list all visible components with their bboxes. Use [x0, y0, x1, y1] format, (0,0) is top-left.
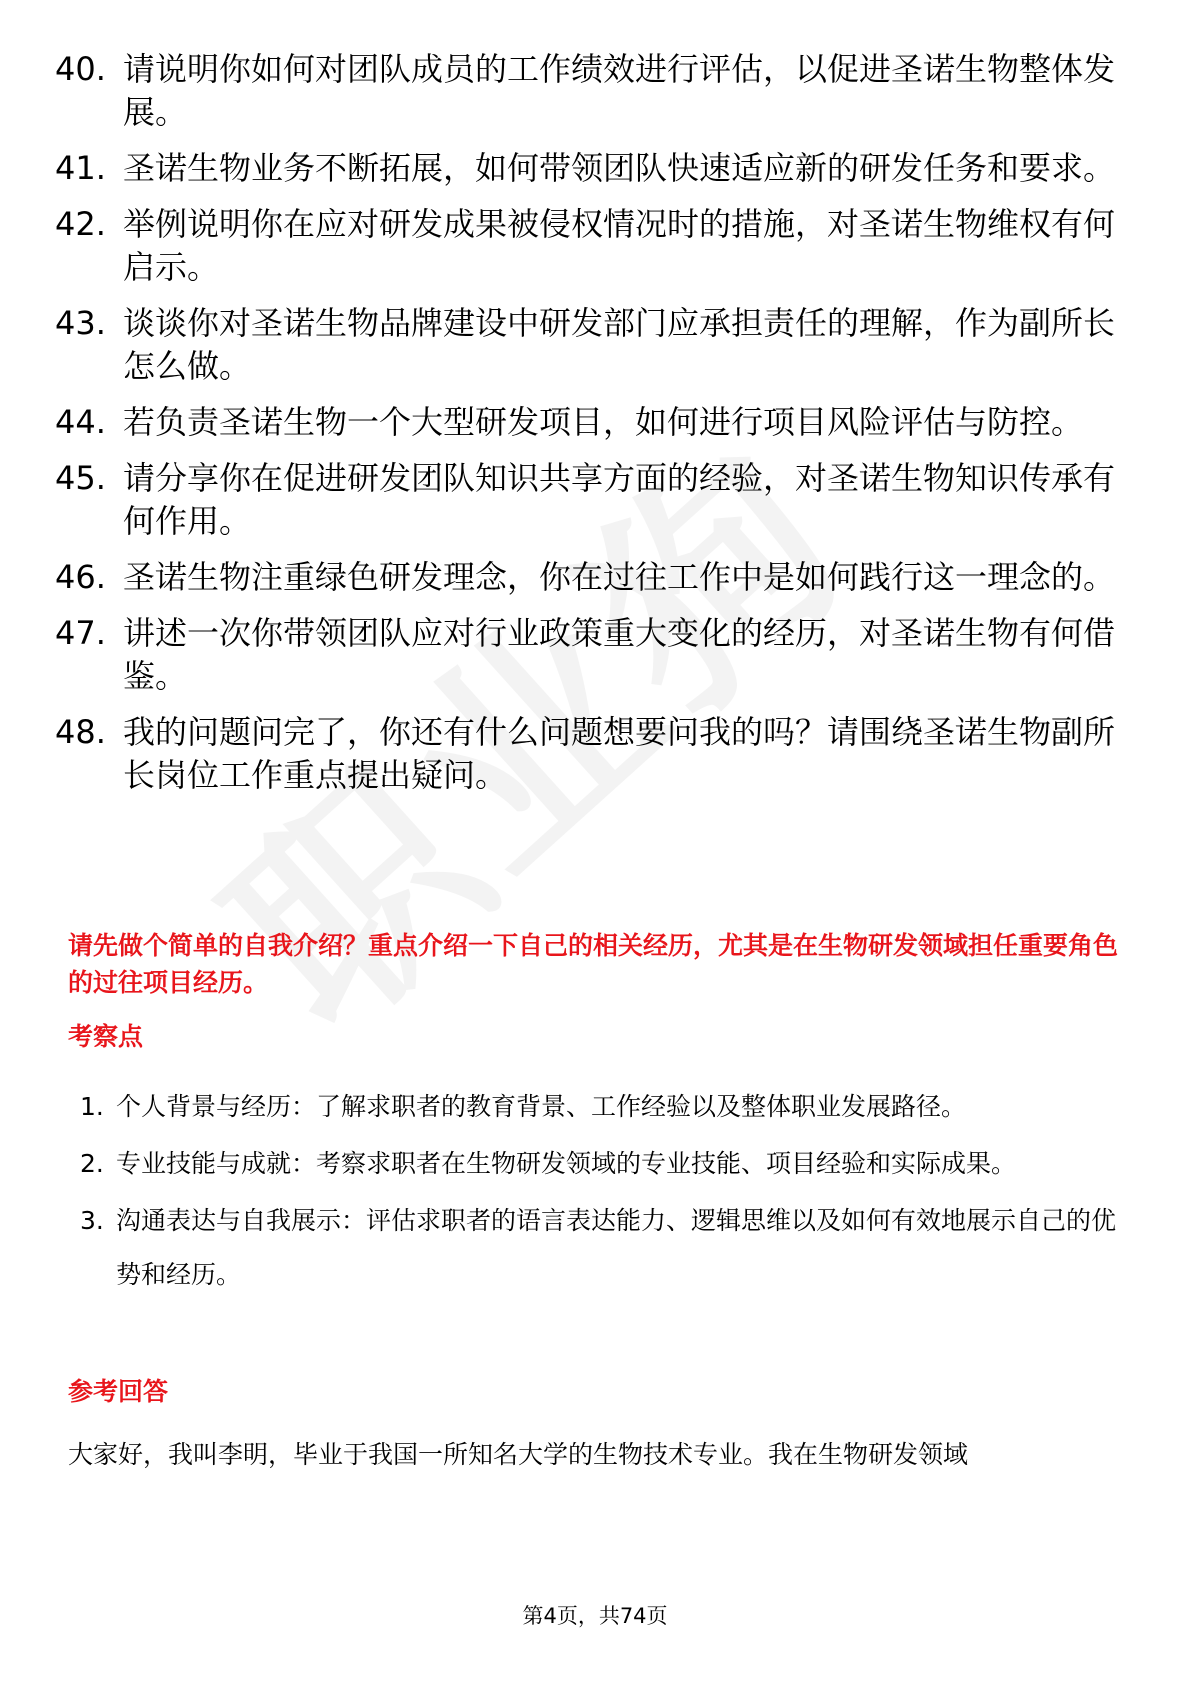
question-list: [55, 48, 1135, 810]
question-text: 圣诺生物业务不断拓展，如何带领团队快速适应新的研发任务和要求。: [123, 149, 1116, 187]
key-points-list: [68, 1080, 1128, 1305]
key-point-text: 沟通表达与自我展示：评估求职者的语言表达能力、逻辑思维以及如何有效地展示自己的优势和经历。: [116, 1206, 1117, 1289]
question-item: [55, 302, 1135, 388]
question-text: 举例说明你在应对研发成果被侵权情况时的措施，对圣诺生物维权有何启示。: [123, 205, 1116, 286]
question-item: [55, 147, 1135, 190]
key-point-number: 2.: [80, 1149, 104, 1178]
question-number: 47.: [55, 614, 106, 652]
question-text: 讲述一次你带领团队应对行业政策重大变化的经历，对圣诺生物有何借鉴。: [123, 614, 1116, 695]
key-point-item: [68, 1137, 1128, 1191]
key-point-item: [68, 1194, 1128, 1302]
key-point-text: 专业技能与成就：考察求职者在生物研发领域的专业技能、项目经验和实际成果。: [116, 1149, 1017, 1178]
key-point-text: 个人背景与经历：了解求职者的教育背景、工作经验以及整体职业发展路径。: [116, 1092, 967, 1121]
question-number: 42.: [55, 205, 106, 243]
question-text: 圣诺生物注重绿色研发理念，你在过往工作中是如何践行这一理念的。: [123, 558, 1116, 596]
page-footer: 第4页，共74页: [522, 1604, 668, 1628]
reference-answer-heading: 参考回答: [68, 1377, 169, 1406]
question-number: 43.: [55, 304, 106, 342]
question-number: 44.: [55, 403, 106, 441]
question-item: [55, 457, 1135, 543]
key-points-heading: 考察点: [68, 1022, 144, 1051]
reference-answer-text: 大家好，我叫李明，毕业于我国一所知名大学的生物技术专业。我在生物研发领域: [68, 1440, 969, 1469]
question-item: [55, 401, 1135, 444]
question-item: [55, 48, 1135, 134]
key-point-item: [68, 1080, 1128, 1134]
question-number: 46.: [55, 558, 106, 596]
question-item: [55, 612, 1135, 698]
question-item: [55, 203, 1135, 289]
question-text: 请说明你如何对团队成员的工作绩效进行评估，以促进圣诺生物整体发展。: [123, 50, 1116, 131]
question-item: [55, 556, 1135, 599]
question-item: [55, 711, 1135, 797]
question-number: 48.: [55, 713, 106, 751]
question-text: 若负责圣诺生物一个大型研发项目，如何进行项目风险评估与防控。: [123, 403, 1084, 441]
question-text: 谈谈你对圣诺生物品牌建设中研发部门应承担责任的理解，作为副所长怎么做。: [123, 304, 1116, 385]
question-text: 请分享你在促进研发团队知识共享方面的经验，对圣诺生物知识传承有何作用。: [123, 459, 1116, 540]
featured-question: 请先做个简单的自我介绍？重点介绍一下自己的相关经历，尤其是在生物研发领域担任重要角色的过往项目经历。: [68, 931, 1119, 997]
question-number: 45.: [55, 459, 106, 497]
question-text: 我的问题问完了，你还有什么问题想要问我的吗？请围绕圣诺生物副所长岗位工作重点提出疑问。: [123, 713, 1116, 794]
question-number: 40.: [55, 50, 106, 88]
question-number: 41.: [55, 149, 106, 187]
key-point-number: 1.: [80, 1092, 104, 1121]
key-point-number: 3.: [80, 1206, 104, 1235]
